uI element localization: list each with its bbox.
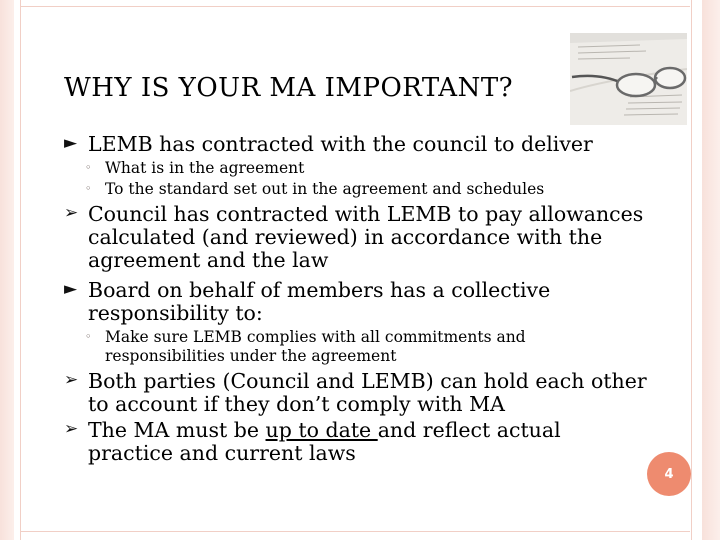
chevron-bullet-icon: ➢ [64,203,79,223]
chevron-bullet-icon: ➢ [64,370,79,390]
page-number-badge: 4 [647,452,691,496]
sub-bullet-text: What is in the agreement [105,159,305,177]
chevron-bullet-icon: ➢ [64,419,79,439]
bullet-text: Council has contracted with LEMB to pay allowances calculated (and reviewed) in accordance with the agreement and the law [88,202,644,272]
slide-title: WHY IS YOUR MA IMPORTANT? [64,73,514,103]
arrow-bullet-icon: ► [64,133,78,153]
left-decorative-band [0,0,14,540]
bottom-frame-line [20,531,690,532]
top-frame-line [20,6,690,7]
sub-bullet-text: To the standard set out in the agreement and schedules [105,180,545,198]
bullet-text: LEMB has contracted with the council to deliver [88,132,593,156]
circle-bullet-icon: ◦ [85,161,92,174]
underlined-phrase: up to date [265,418,378,442]
bullet-text-end: and reflect actual practice and current laws [88,418,561,465]
glasses-on-document-photo [570,33,687,125]
right-decorative-band [702,0,720,540]
circle-bullet-icon: ◦ [85,182,92,195]
sub-bullet-text: Make sure LEMB complies with all commitments and responsibilities under the agreement [105,328,526,365]
arrow-bullet-icon: ► [64,279,78,299]
bullet-text [88,419,648,465]
circle-bullet-icon: ◦ [85,330,92,343]
bullet-text: Board on behalf of members has a collective responsibility to: [88,278,551,325]
bullet-text: Both parties (Council and LEMB) can hold each other to account if they don’t comply with MA [88,369,647,416]
bullet-text-start: The MA must be [88,418,266,442]
